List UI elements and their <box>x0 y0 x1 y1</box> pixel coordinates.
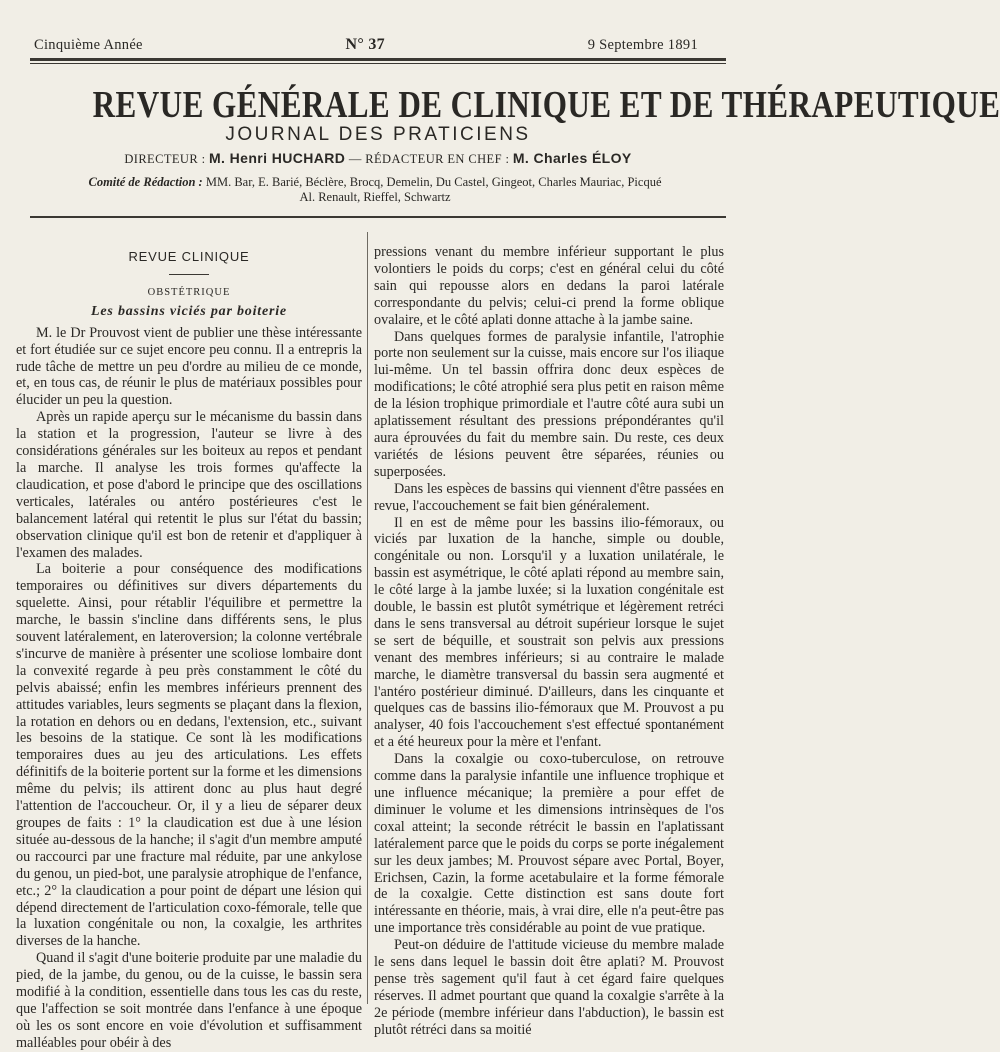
section-rule <box>169 274 209 275</box>
paragraph: M. le Dr Prouvost vient de publier une thèse intéressante et fort étudiée sur ce sujet encore peu connu. Il a entrepris la rude tâche de mettre un peu d'ordre au milieu de ce monde, et, en tous cas, de réunir le plus de matériaux possibles pour élucider un peu la question. <box>16 324 362 409</box>
issue-number: N° 37 <box>345 36 385 53</box>
editorial-direction <box>30 150 726 167</box>
committee-members-line1: MM. Bar, E. Barié, Béclère, Brocq, Demelin, Du Castel, Gingeot, Charles Mauriac, Picqué <box>205 175 662 189</box>
paragraph: Dans quelques formes de paralysie infantile, l'atrophie porte non seulement sur la cuisse, mais encore sur l'os iliaque lui-même. Un tel bassin offrira donc deux espèces de modifications; le côté atrophié sera plus petit en raison même de la lésion trophique primordiale et l'autre côté aura subi un aplatissement résultant des pressions prépondérantes qu'il aura éprouvées du fait du membre sain. Du reste, ces deux variétés de lésions peuvent être séparées, réunies ou superposées. <box>374 328 724 480</box>
redacteur-name: M. Charles ÉLOY <box>512 150 632 166</box>
section-heading: REVUE CLINIQUE <box>128 249 250 264</box>
subsection-heading: OBSTÉTRIQUE <box>147 286 231 298</box>
journal-subtitle: JOURNAL DES PRATICIENS <box>225 124 531 145</box>
separator-dash: — <box>348 152 362 166</box>
paragraph: pressions venant du membre inférieur supportant le plus volontiers le poids du corps; c'est en général celui du côté sain qui repousse alors en dedans la paroi latérale correspondante du pelvis; celui-ci prend la forme oblique ovalaire, et le côté aplati donne attache à la jambe saine. <box>374 244 724 328</box>
volume-label: Cinquième Année <box>34 37 143 53</box>
paragraph: Peut-on déduire de l'attitude vicieuse du membre malade le sens dans lequel le bassin doit être aplati? M. Prouvost pense très sagement qu'il faut à cet égard faire quelques réserves. Il admet pourtant que quand la coxalgie s'arrête à la 2e période (membre inférieur dans l'abduction), le bassin est plutôt rétréci dans sa moitié <box>374 937 724 1038</box>
header-rule-thin <box>30 63 726 64</box>
column-divider <box>367 232 368 1004</box>
committee-label: Comité de Rédaction : <box>88 175 203 189</box>
directeur-label: DIRECTEUR : <box>124 152 206 166</box>
paragraph: La boiterie a pour conséquence des modifications temporaires ou définitives sur divers départements du squelette. Ainsi, pour rétablir l'équilibre et permettre la marche, le bassin s'incline dans différents sens, le plus souvent latéralement, en lateroversion; la colonne vertébrale s'incurve de manière à présenter une scoliose lombaire dont la convexité regarde à peu près constamment le côté du pelvis abaissé; enfin les membres inférieurs prennent des attitudes variables, leurs segments se plaçant dans la flexion, la rotation en dehors ou en dedans, l'extension, etc., suivant les besoins de la statique. Ce sont là les modifications temporaires dues au jeu des articulations. Les effets définitifs de la boiterie portent sur la forme et les dimensions même du pelvis; ils attirent donc au plus haut degré l'attention de l'accoucheur. Or, il y a lieu de séparer deux groupes de faits : 1° la claudication est due à une lésion située au-dessous de la hanche; il s'agit d'un membre amputé ou raccourci par une fracture mal réduite, par une ankylose du genou, un pied-bot, une paralysie atrophique de l'enfance, etc.; 2° la claudication a pour point de départ une lésion qui dépend directement de l'articulation coxo-fémorale, telle que la luxation congénitale ou non, la coxalgie, les arthrites diverses de la hanche. <box>16 561 362 950</box>
paragraph: Il en est de même pour les bassins ilio-fémoraux, ou viciés par luxation de la hanche, simple ou double, congénitale ou non. Lorsqu'il y a luxation unilatérale, le bassin est asymétrique, le côté aplati répond au membre sain, le côté large à la jambe luxée; si la luxation congénitale est double, le bassin est plutôt symétrique et légèrement retréci dans le sens transversal au détroit supérieur lorsque le sujet se sert de béquille, et soustrait son pelvis aux pressions venant des membres inférieurs; si au contraire le malade marche, le diamètre transversal du bassin sera augmenté et l'antéro postérieur diminué. D'ailleurs, dans les cinquante et quelques cas de bassins ilio-fémoraux que M. Prouvost a pu analyser, 40 fois l'accouchement s'est effectué spontanément et a été heureux pour la mère et l'enfant. <box>374 514 724 751</box>
paragraph: Quand il s'agit d'une boiterie produite par une maladie du pied, de la jambe, du genou, ou de la cuisse, le bassin sera modifié à la condition, essentielle dans tous les cas du reste, que l'affection se soit montrée dans l'enfance à une époque où les os sont encore en voie d'évolution et suffisamment malléables pour obéir à des <box>16 950 362 1051</box>
committee-members-line2: Al. Renault, Rieffel, Schwartz <box>299 190 451 204</box>
masthead-bottom-rule <box>30 216 726 218</box>
paragraph: Dans les espèces de bassins qui viennent d'être passées en revue, l'accouchement se fait bien généralement. <box>374 480 724 514</box>
issue-date: 9 Septembre 1891 <box>587 37 698 53</box>
directeur-name: M. Henri HUCHARD <box>209 150 346 166</box>
left-column <box>16 233 362 1052</box>
journal-title: REVUE GÉNÉRALE DE CLINIQUE ET DE THÉRAPEUTIQUE <box>92 84 1000 126</box>
redacteur-label: RÉDACTEUR EN CHEF : <box>365 152 510 166</box>
paragraph: Dans la coxalgie ou coxo-tuberculose, on retrouve comme dans la paralysie infantile une influence trophique et une influence mécanique; la première a pour effet de diminuer le volume et les dimensions intrinsèques de l'os coxal atteint; la seconde rétrécit le bassin en l'aplatissant latéralement parce que le poids du corps se porte inégalement sur les deux jambes; M. Prouvost sépare avec Portal, Boyer, Erichsen, Cazin, la forme acetabulaire et la forme fémorale de la coxalgie. Cette distinction est sans doute fort intéressante en théorie, mais, à vrai dire, elle n'a peut-être pas une importance très considérable au point de vue pratique. <box>374 751 724 937</box>
editorial-committee <box>22 175 728 205</box>
article-title: Les bassins viciés par boiterie <box>91 303 287 319</box>
paragraph: Après un rapide aperçu sur le mécanisme du bassin dans la station et la progression, l'auteur se livre à des considérations générales sur les boiteux au repos et pendant la marche. Il analyse les trois formes qu'affecte la claudication, et pose d'abord le principe que des oscillations verticales, latérales ou antéro postérieures c'est le balancement latéral qui retentit le plus sur l'état du bassin; observation clinique qu'il est bon de retenir et d'appliquer à l'examen des malades. <box>16 409 362 561</box>
running-header <box>34 36 698 54</box>
right-column <box>374 244 724 1039</box>
header-rule <box>30 58 726 61</box>
